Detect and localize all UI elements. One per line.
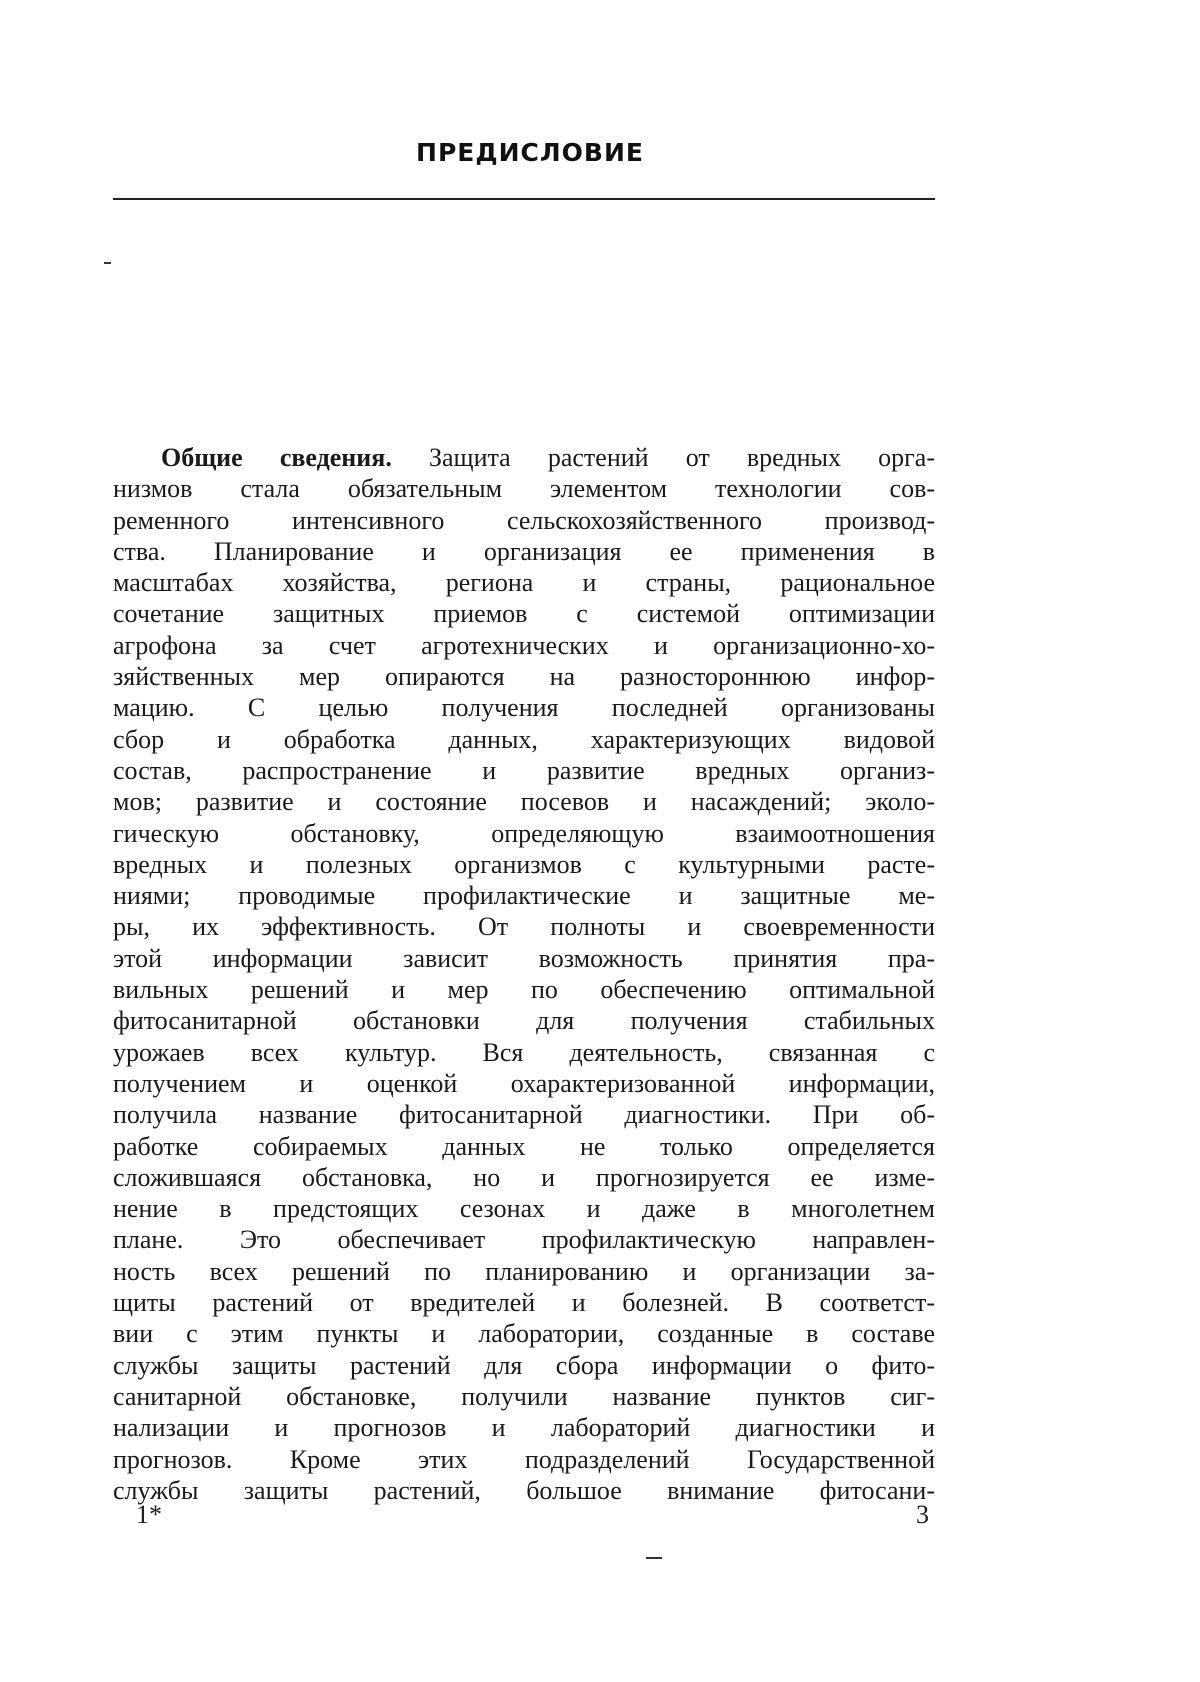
text-line: ниями; проводимые профилактические и защитные ме- — [113, 881, 935, 911]
scan-speck — [646, 1557, 662, 1559]
text-line: работке собираемых данных не только определяется — [113, 1131, 935, 1161]
text-line: зяйственных мер опираются на разностороннюю инфор- — [113, 662, 935, 692]
text-line: прогнозов. Кроме этих подразделений Государственной — [113, 1444, 935, 1474]
text-line: ства. Планирование и организация ее применения в — [113, 536, 935, 566]
page-number: 3 — [916, 1500, 929, 1529]
text-line-content: Защита растений от вредных орга- — [391, 443, 935, 472]
text-line: ременного интенсивного сельскохозяйственного производ- — [113, 505, 935, 535]
text-line: санитарной обстановке, получили название пунктов сиг- — [113, 1381, 935, 1411]
text-line: вии с этим пункты и лаборатории, созданные в составе — [113, 1319, 935, 1349]
text-line: сложившаяся обстановка, но и прогнозируется ее изме- — [113, 1162, 935, 1192]
text-line: сочетание защитных приемов с системой оптимизации — [113, 599, 935, 629]
scan-speck — [104, 262, 111, 264]
text-line: урожаев всех культур. Вся деятельность, связанная с — [113, 1037, 935, 1067]
text-line: масштабах хозяйства, региона и страны, рациональное — [113, 568, 935, 598]
text-line: вредных и полезных организмов с культурными расте- — [113, 849, 935, 879]
signature-mark: 1* — [136, 1500, 162, 1529]
text-line: сбор и обработка данных, характеризующих видовой — [113, 724, 935, 754]
text-line: мацию. С целью получения последней организованы — [113, 693, 935, 723]
text-line: плане. Это обеспечивает профилактическую направлен- — [113, 1225, 935, 1255]
heading-rule — [113, 198, 935, 200]
text-line: состав, распространение и развитие вредных организ- — [113, 755, 935, 785]
text-line: низмов стала обязательным элементом технологии сов- — [113, 474, 935, 504]
text-line: службы защиты растений для сбора информации о фито- — [113, 1350, 935, 1380]
text-line: получила название фитосанитарной диагностики. При об- — [113, 1100, 935, 1130]
text-line: нализации и прогнозов и лабораторий диагностики и — [113, 1413, 935, 1443]
text-line: службы защиты растений, большое внимание фитосани- — [113, 1475, 935, 1505]
text-line: фитосанитарной обстановки для получения стабильных — [113, 1006, 935, 1036]
paragraph-lead: Общие сведения. — [161, 443, 392, 472]
body-paragraph — [113, 442, 935, 1506]
text-line: гическую обстановку, определяющую взаимоотношения — [113, 818, 935, 848]
page-heading: ПРЕДИСЛОВИЕ — [416, 138, 644, 167]
text-line: этой информации зависит возможность принятия пра- — [113, 943, 935, 973]
text-line: нение в предстоящих сезонах и даже в многолетнем — [113, 1194, 935, 1224]
text-line: ность всех решений по планированию и организации за- — [113, 1256, 935, 1286]
text-line: вильных решений и мер по обеспечению оптимальной — [113, 975, 935, 1005]
text-line — [113, 442, 935, 473]
text-line: щиты растений от вредителей и болезней. В соответст- — [113, 1288, 935, 1318]
text-line: агрофона за счет агротехнических и организационно-хо- — [113, 630, 935, 660]
text-line: мов; развитие и состояние посевов и насаждений; эколо- — [113, 787, 935, 817]
text-line: получением и оценкой охарактеризованной информации, — [113, 1068, 935, 1098]
text-line: ры, их эффективность. От полноты и своевременности — [113, 912, 935, 942]
